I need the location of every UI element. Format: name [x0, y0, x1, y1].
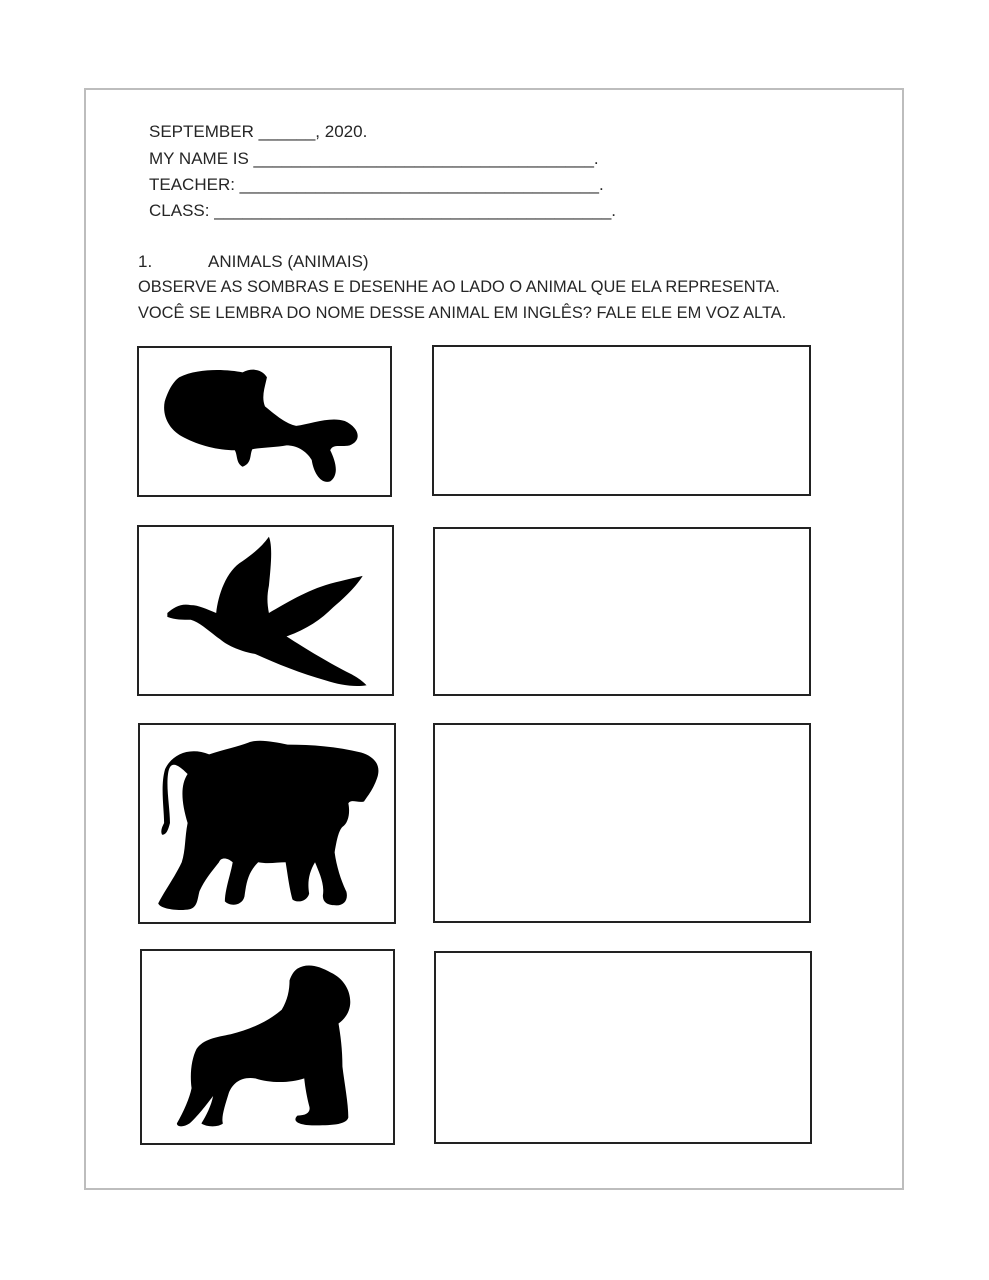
teacher-line: TEACHER: ______________________________________.	[149, 175, 604, 194]
bird-silhouette-icon	[139, 527, 392, 694]
gorilla-silhouette-icon	[142, 951, 393, 1143]
drawing-box-3[interactable]	[433, 723, 811, 923]
elephant-silhouette-icon	[140, 725, 394, 922]
fish-silhouette-icon	[139, 348, 390, 495]
class-line: CLASS: __________________________________________.	[149, 201, 617, 220]
question-number: 1.	[138, 252, 153, 271]
question-title: ANIMALS (ANIMAIS)	[208, 252, 369, 271]
shadow-box-elephant	[138, 723, 396, 924]
drawing-box-4[interactable]	[434, 951, 812, 1144]
shadow-box-bird	[137, 525, 394, 696]
instruction-line-1: OBSERVE AS SOMBRAS E DESENHE AO LADO O ANIMAL QUE ELA REPRESENTA.	[138, 278, 780, 296]
shadow-box-fish	[137, 346, 392, 497]
shadow-box-gorilla	[140, 949, 395, 1145]
name-line: MY NAME IS ____________________________________.	[149, 149, 599, 168]
instruction-line-2: VOCÊ SE LEMBRA DO NOME DESSE ANIMAL EM INGLÊS? FALE ELE EM VOZ ALTA.	[138, 304, 787, 322]
drawing-box-1[interactable]	[432, 345, 811, 496]
date-line: SEPTEMBER ______, 2020.	[149, 122, 368, 141]
drawing-box-2[interactable]	[433, 527, 811, 696]
